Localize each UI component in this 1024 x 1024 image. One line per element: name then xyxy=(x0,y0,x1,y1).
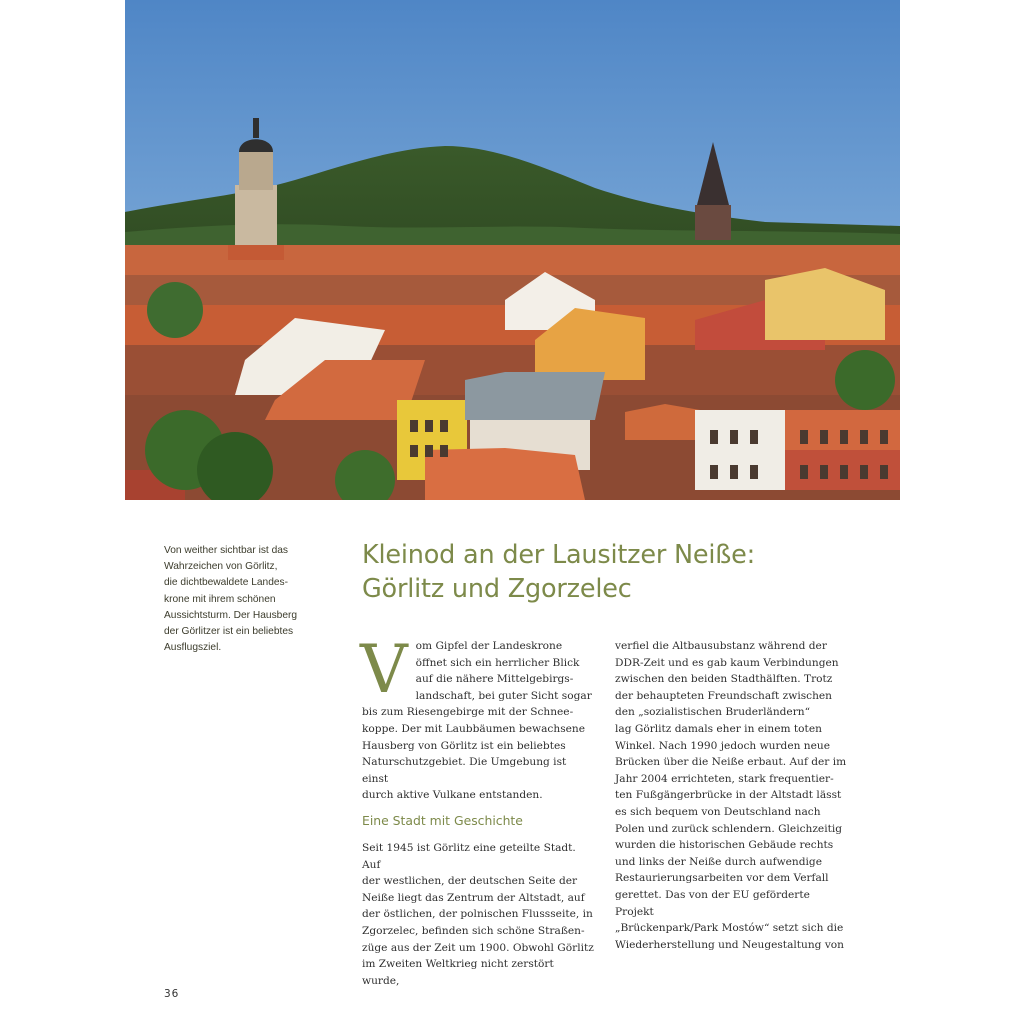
text-line: öffnet sich ein herrlicher Blick xyxy=(415,656,580,669)
text-line: der westlichen, der deutschen Seite der xyxy=(362,875,578,888)
text-line: Jahr 2004 errichteten, stark frequentier- xyxy=(615,772,834,785)
text-line: Restaurierungsarbeiten vor dem Verfall xyxy=(615,872,829,885)
drop-cap: V xyxy=(360,631,408,708)
article-title xyxy=(362,538,822,606)
text-line: zwischen den beiden Stadthälften. Trotz xyxy=(615,673,833,686)
text-line: auf die nähere Mittelgebirgs- xyxy=(415,673,574,686)
article-column-2 xyxy=(615,638,847,953)
text-line: ten Fußgängerbrücke in der Altstadt lässt xyxy=(615,789,842,802)
text-line: durch aktive Vulkane entstanden. xyxy=(362,789,543,802)
caption-line: Von weither sichtbar ist das xyxy=(164,545,289,556)
caption-line: Wahrzeichen von Görlitz, xyxy=(164,561,278,573)
text-line: den „sozialistischen Bruderländern“ xyxy=(615,706,811,719)
text-line: Brücken über die Neiße erbaut. Auf der im xyxy=(615,756,847,769)
text-line: bis zum Riesengebirge mit der Schnee- xyxy=(362,706,574,719)
text-line: „Brückenpark/Park Mostów“ setzt sich die xyxy=(615,922,844,935)
text-line: und links der Neiße durch aufwendige xyxy=(615,855,822,868)
text-line: Winkel. Nach 1990 jedoch wurden neue xyxy=(615,739,830,752)
text-line: koppe. Der mit Laubbäumen bewachsene xyxy=(362,722,585,735)
text-line: wurden die historischen Gebäude rechts xyxy=(615,839,834,852)
title-line-1: Kleinod an der Lausitzer Neiße: xyxy=(362,540,756,570)
text-line: Neiße liegt das Zentrum der Altstadt, auf xyxy=(362,891,585,904)
text-line: Seit 1945 ist Görlitz eine geteilte Stadt. Auf xyxy=(362,841,576,871)
text-line: züge aus der Zeit um 1900. Obwohl Görlitz xyxy=(362,941,594,954)
text-line: der östlichen, der polnischen Flussseite, in xyxy=(362,908,593,921)
text-line: es sich bequem von Deutschland nach xyxy=(615,805,821,818)
text-line: lag Görlitz damals eher in einem toten xyxy=(615,722,822,735)
title-line-2: Görlitz und Zgorzelec xyxy=(362,574,632,604)
caption-line: die dichtbewaldete Landes- xyxy=(164,577,289,589)
text-line: Polen und zurück schlendern. Gleichzeitig xyxy=(615,822,843,835)
text-line: Zgorzelec, befinden sich schöne Straßen- xyxy=(362,924,585,937)
photo-caption xyxy=(164,543,314,656)
text-line: gerettet. Das von der EU geförderte Projekt xyxy=(615,888,810,918)
caption-line: der Görlitzer ist ein beliebtes xyxy=(164,626,294,638)
text-line: om Gipfel der Landeskrone xyxy=(415,640,563,652)
text-line: der behaupteten Freundschaft zwischen xyxy=(615,689,833,702)
caption-line: Aussichtsturm. Der Hausberg xyxy=(164,609,298,621)
article-column-1 xyxy=(360,631,594,989)
text-line: verfiel die Altbausubstanz während der xyxy=(615,640,827,652)
caption-line: Ausflugsziel. xyxy=(164,642,222,654)
text-line: Hausberg von Görlitz ist ein beliebtes xyxy=(362,739,566,752)
page-number: 36 xyxy=(164,988,180,1000)
text-line: landschaft, bei guter Sicht sogar xyxy=(415,689,592,702)
section-subheading: Eine Stadt mit Geschichte xyxy=(362,812,523,828)
text-line: Wiederherstellung und Neugestaltung von xyxy=(615,938,845,951)
caption-line: krone mit ihrem schönen xyxy=(164,593,276,605)
goerlitz-skyline-illustration xyxy=(125,0,900,500)
text-line: im Zweiten Weltkrieg nicht zerstört wurde, xyxy=(362,958,554,987)
hero-photo xyxy=(125,0,900,500)
text-line: Naturschutzgebiet. Die Umgebung ist einst xyxy=(362,756,567,785)
text-line: DDR-Zeit und es gab kaum Verbindungen xyxy=(615,656,839,669)
